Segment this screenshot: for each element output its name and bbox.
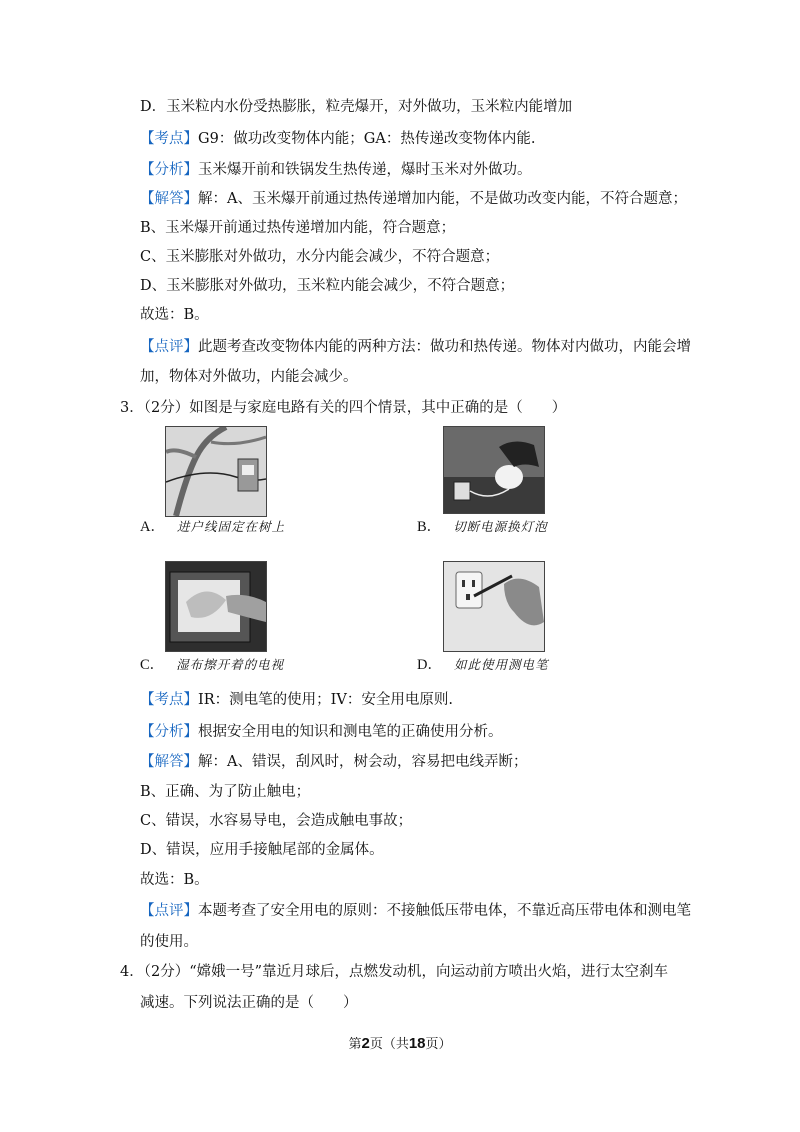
footer-total-pages: 18 xyxy=(408,1035,426,1052)
bulb-hand-illustration xyxy=(444,427,544,513)
fenxi-tag: 【分析】 xyxy=(140,724,198,740)
option-d xyxy=(417,656,549,675)
option-b-letter: B． xyxy=(417,519,442,535)
footer-mid: 页（共 xyxy=(369,1037,409,1052)
q3-answer: 故选：B。 xyxy=(140,872,209,888)
fenxi-text: 根据安全用电的知识和测电笔的正确使用分析。 xyxy=(198,724,503,740)
q4-stem-2: 减速。下列说法正确的是（ ） xyxy=(140,995,358,1011)
photo-wire-on-tree xyxy=(165,426,267,517)
q2-jieda-4: D、玉米膨胀对外做功，玉米粒内能会减少，不符合题意； xyxy=(140,278,515,294)
jieda-tag: 【解答】 xyxy=(140,191,198,207)
dianping-text: 此题考查改变物体内能的两种方法：做功和热传递。物体对内做功，内能会增 xyxy=(198,339,691,355)
kaodian-text: G9：做功改变物体内能；GA：热传递改变物体内能. xyxy=(198,131,536,147)
test-pen-illustration xyxy=(444,562,544,651)
q2-dianping-1 xyxy=(140,337,691,357)
option-d-letter: D． xyxy=(417,657,442,673)
q2-jieda-1 xyxy=(140,189,687,209)
q2-fenxi xyxy=(140,160,532,180)
q3-kaodian xyxy=(140,690,453,710)
jieda-text: 解：A、错误，刮风时，树会动，容易把电线弄断； xyxy=(198,754,528,770)
q3-jieda-3: C、错误，水容易导电，会造成触电事故； xyxy=(140,813,413,829)
dianping-tag: 【点评】 xyxy=(140,903,198,919)
jieda-tag: 【解答】 xyxy=(140,754,198,770)
fenxi-text: 玉米爆开前和铁锅发生热传递，爆时玉米对外做功。 xyxy=(198,162,532,178)
q3-jieda-1 xyxy=(140,752,527,772)
footer-suffix: 页） xyxy=(425,1037,452,1052)
fenxi-tag: 【分析】 xyxy=(140,162,198,178)
q2-dianping-2: 加，物体对外做功，内能会减少。 xyxy=(140,369,358,385)
q2-option-d: D．玉米粒内水份受热膨胀，粒壳爆开，对外做功，玉米粒内能增加 xyxy=(140,99,573,115)
option-c-caption: 湿布擦开着的电视 xyxy=(176,657,285,672)
q3-fenxi xyxy=(140,722,503,742)
option-c xyxy=(140,656,284,675)
footer-page-number: 2 xyxy=(361,1035,370,1052)
option-b-caption: 切断电源换灯泡 xyxy=(453,519,548,534)
tree-wire-illustration xyxy=(166,427,266,516)
footer-prefix: 第 xyxy=(348,1037,362,1052)
option-a-caption: 进户线固定在树上 xyxy=(176,519,285,534)
q3-dianping-1 xyxy=(140,901,691,921)
option-a xyxy=(140,518,285,537)
dianping-tag: 【点评】 xyxy=(140,339,198,355)
kaodian-tag: 【考点】 xyxy=(140,131,198,147)
q3-jieda-2: B、正确、为了防止触电； xyxy=(140,784,311,800)
q2-answer: 故选：B。 xyxy=(140,307,209,323)
jieda-text: 解：A、玉米爆开前通过热传递增加内能，不是做功改变内能，不符合题意； xyxy=(198,191,687,207)
option-a-letter: A． xyxy=(140,519,165,535)
option-b xyxy=(417,518,548,537)
photo-wipe-tv xyxy=(165,561,267,652)
kaodian-tag: 【考点】 xyxy=(140,692,198,708)
photo-change-bulb xyxy=(443,426,545,514)
q2-jieda-3: C、玉米膨胀对外做功，水分内能会减少，不符合题意； xyxy=(140,249,500,265)
q2-jieda-2: B、玉米爆开前通过热传递增加内能，符合题意； xyxy=(140,220,456,236)
option-c-letter: C． xyxy=(140,657,165,673)
kaodian-text: IR：测电笔的使用；IV：安全用电原则. xyxy=(198,692,453,708)
dianping-text: 本题考查了安全用电的原则：不接触低压带电体，不靠近高压带电体和测电笔 xyxy=(198,903,691,919)
tv-wipe-illustration xyxy=(166,562,266,651)
q2-kaodian xyxy=(140,129,535,149)
q3-stem: 3．（2分）如图是与家庭电路有关的四个情景，其中正确的是（ ） xyxy=(120,400,567,416)
option-d-caption: 如此使用测电笔 xyxy=(453,657,549,672)
q3-jieda-4: D、错误，应用手接触尾部的金属体。 xyxy=(140,842,384,858)
page-footer xyxy=(0,1033,800,1052)
q4-stem-1: 4．（2分）“嫦娥一号”靠近月球后，点燃发动机，向运动前方喷出火焰，进行太空刹车 xyxy=(120,964,669,980)
photo-test-pen xyxy=(443,561,545,652)
q3-dianping-2: 的使用。 xyxy=(140,934,198,950)
